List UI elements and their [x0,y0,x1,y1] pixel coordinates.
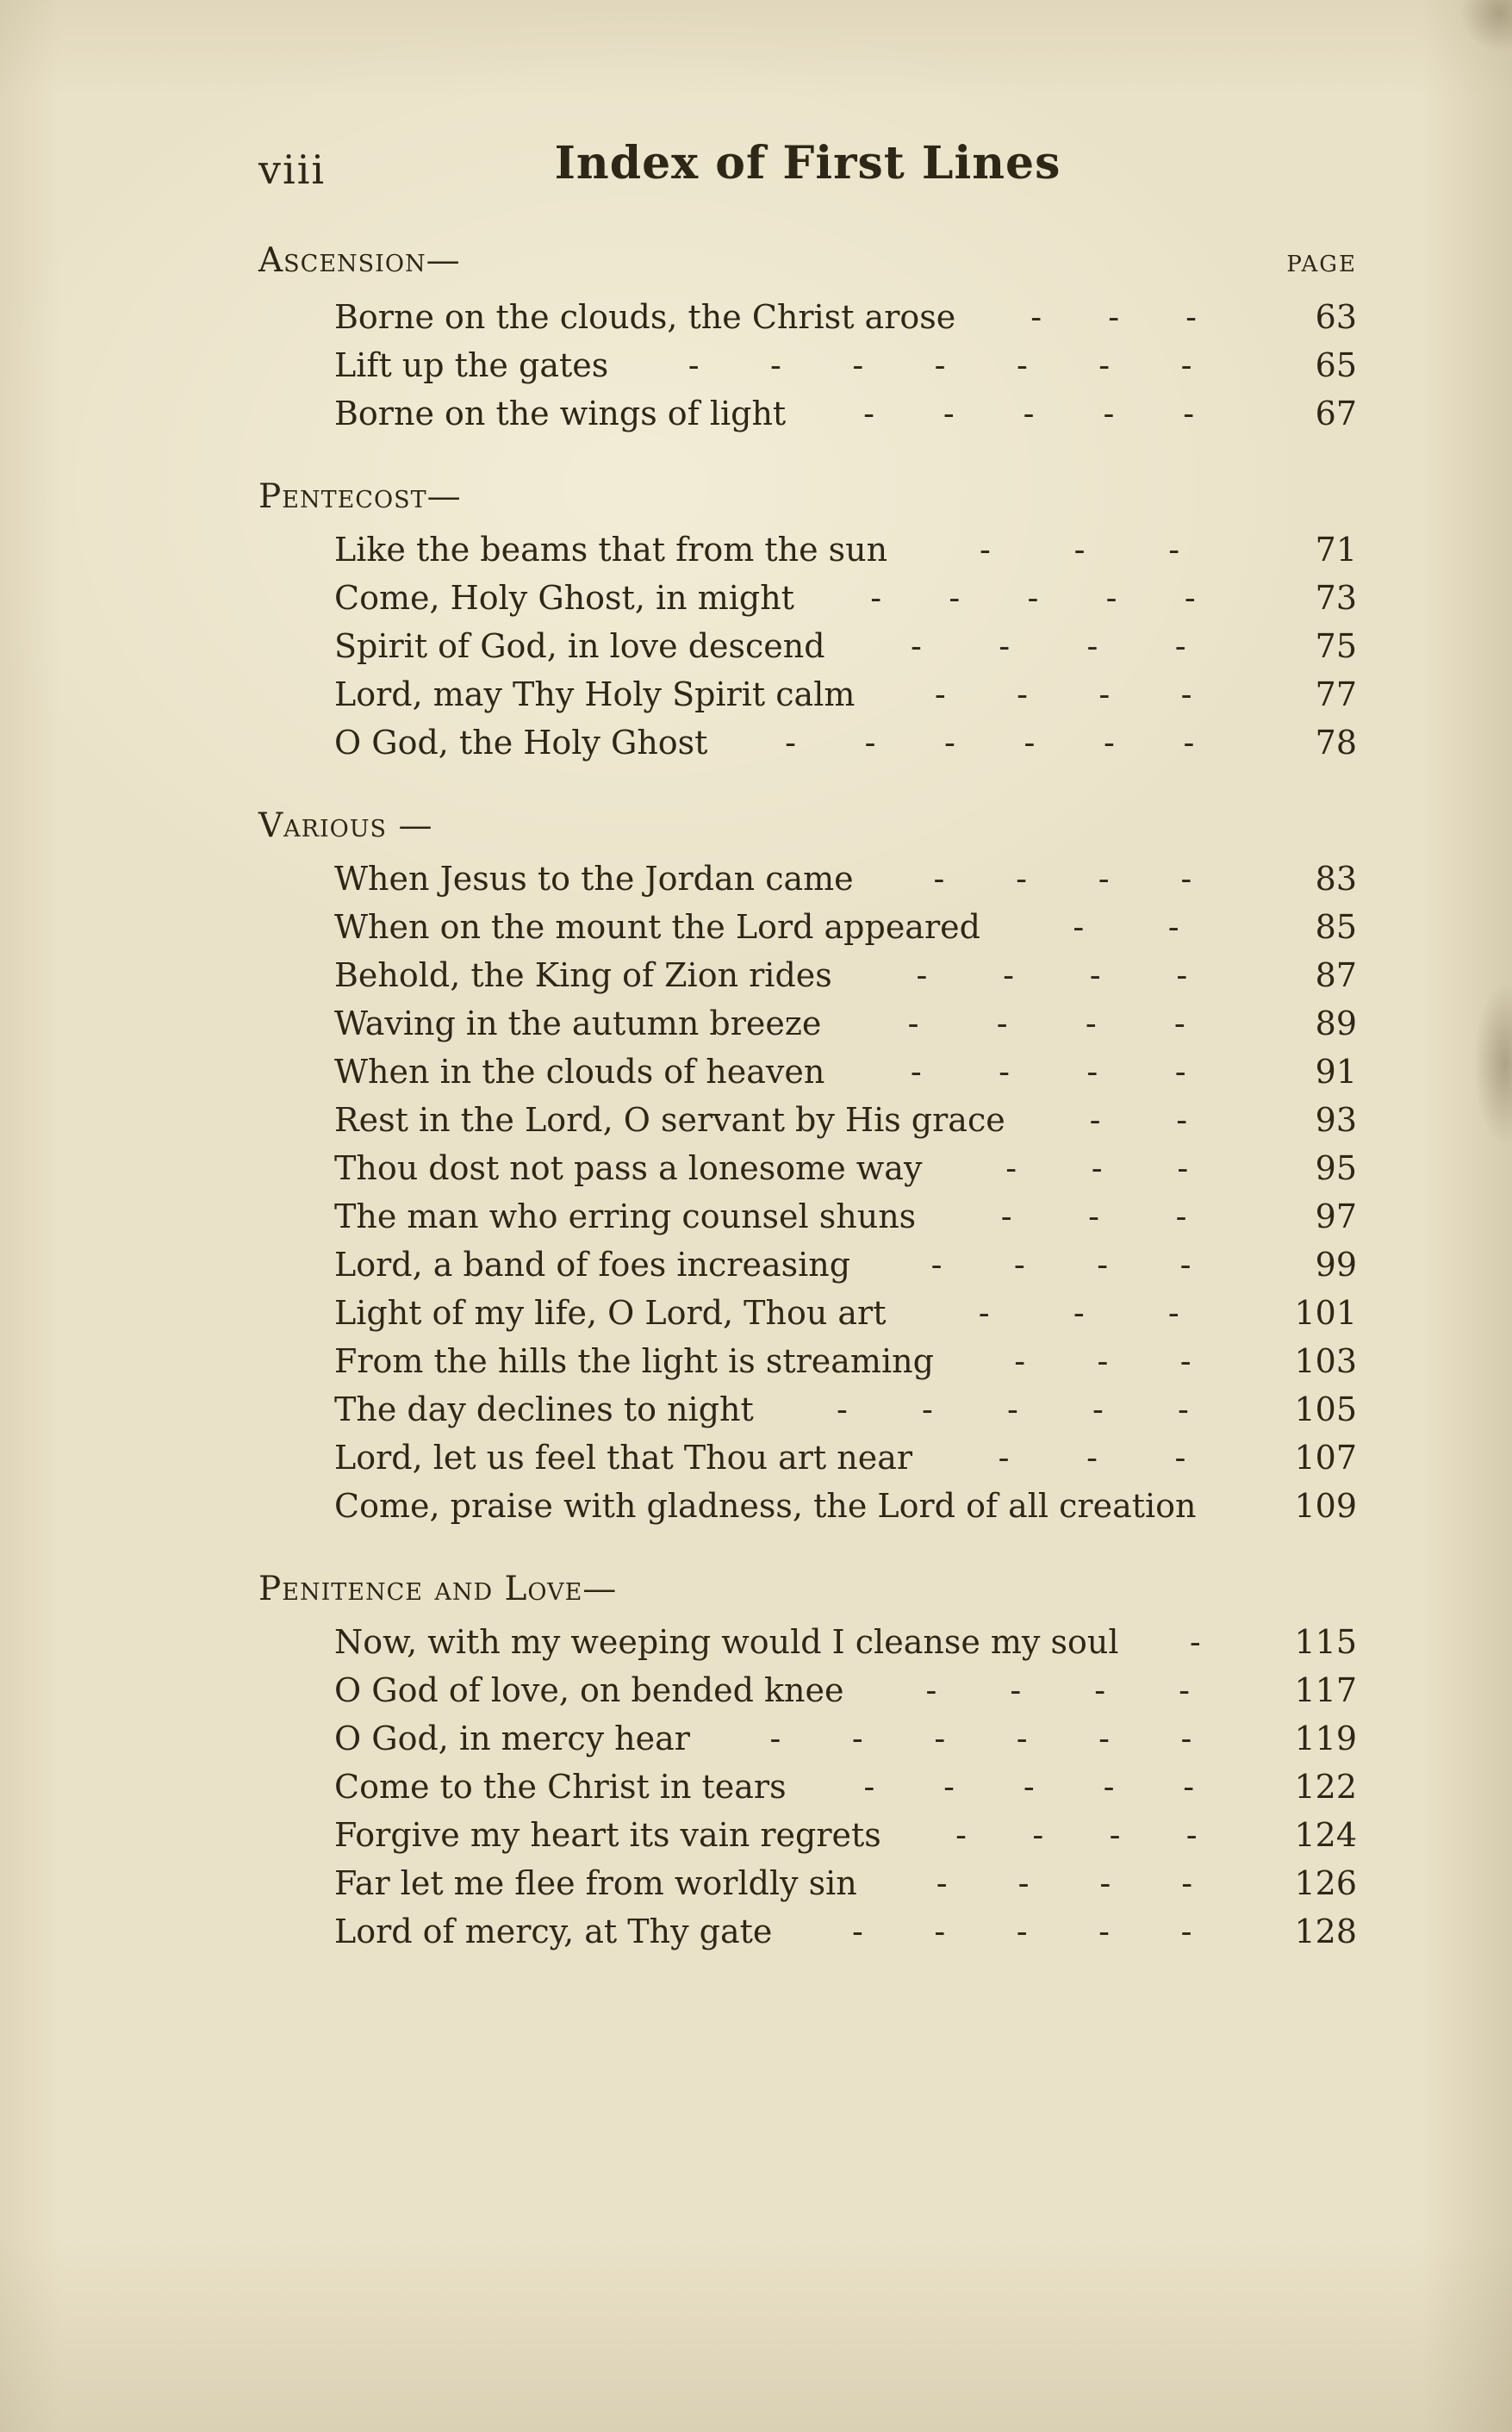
entry-page-number: 103 [1294,1342,1357,1380]
entry-first-line: Far let me flee from worldly sin [334,1864,857,1902]
leader-dash: - [925,1671,937,1709]
leader-dash: - [934,346,946,384]
entry-first-line: Come to the Christ in tears [334,1768,787,1806]
leader-dashes [924,1192,1263,1241]
entry-first-line: Lord, a band of foes increasing [334,1246,851,1284]
leader-dash: - [1097,1246,1109,1284]
leader-dash: - [1016,1720,1028,1757]
leader-dashes [834,622,1263,670]
leader-dash: - [1099,1864,1111,1902]
entry-first-line: Now, with my weeping would I cleanse my soul [334,1623,1119,1661]
leader-dash: - [1177,1390,1189,1428]
leader-dash: - [1180,1720,1192,1757]
leader-dash: - [999,1053,1010,1091]
entry-first-line: Thou dost not pass a lonesome way [334,1149,923,1187]
index-entry [334,341,1357,389]
leader-dash: - [1180,860,1192,898]
leader-dashes [699,1714,1263,1763]
leader-dashes [859,1241,1263,1289]
entry-page-number: 101 [1294,1294,1357,1332]
leader-dash: - [870,579,882,617]
entry-first-line: O God of love, on bended knee [334,1671,844,1709]
leader-dash: - [996,1005,1008,1042]
leader-dashes [841,951,1263,999]
leader-dash: - [943,395,955,432]
leader-dashes [989,903,1263,951]
leader-dash: - [1024,724,1036,762]
section-entries [258,526,1357,767]
leader-dashes [1127,1618,1263,1666]
leader-dash: - [1094,1671,1106,1709]
entry-first-line: Borne on the clouds, the Christ arose [334,298,956,336]
leader-dash: - [1174,627,1186,665]
entry-first-line: Light of my life, O Lord, Thou art [334,1294,887,1332]
leader-dash: - [1098,1913,1110,1950]
index-entry [334,622,1357,670]
leader-dash: - [910,627,922,665]
leader-dash: - [999,627,1011,665]
leader-dash: - [1103,1768,1115,1806]
leader-dashes [895,1289,1264,1337]
index-entry [334,1714,1357,1763]
leader-dashes [830,999,1263,1048]
index-entry [334,999,1357,1048]
leader-dash: - [978,1294,990,1332]
leader-dash: - [979,531,991,569]
leader-dash: - [1091,1149,1103,1187]
leader-dash: - [1016,1913,1028,1950]
entry-page-number: 99 [1315,1246,1357,1284]
entry-first-line: The man who erring counsel shuns [334,1197,917,1235]
index-entry [334,1337,1357,1385]
entry-first-line: The day declines to night [334,1390,754,1428]
entry-page-number: 115 [1294,1623,1357,1661]
entry-first-line: Borne on the wings of light [334,395,787,432]
leader-dash: - [1180,346,1192,384]
leader-dashes [1014,1096,1263,1144]
leader-dash: - [1005,1149,1017,1187]
index-entry [334,718,1357,767]
entry-page-number: 119 [1294,1720,1357,1757]
leader-dashes [866,1859,1263,1907]
leader-dash: - [1086,1053,1098,1091]
page-header [258,129,1357,198]
leader-dash: - [949,579,961,617]
leader-dash: - [1103,724,1115,762]
entry-first-line: Spirit of God, in love descend [334,627,825,665]
entry-page-number: 109 [1294,1487,1357,1525]
leader-dash: - [1086,627,1098,665]
leader-dash: - [1179,1671,1190,1709]
leader-dash: - [1176,956,1188,994]
entry-page-number: 93 [1315,1101,1357,1139]
index-entry [334,389,1357,438]
leader-dash: - [1183,724,1195,762]
leader-dash: - [1089,1101,1101,1139]
leader-dash: - [1030,298,1042,336]
leader-dash: - [934,1720,946,1757]
leader-dashes [781,1907,1263,1956]
leader-dash: - [1179,1342,1192,1380]
leader-dash: - [1098,346,1111,384]
leader-dash: - [936,1864,948,1902]
leader-dash: - [1098,675,1111,713]
index-section [258,1566,1357,1956]
section-heading: Ascension— [258,241,461,280]
leader-dash: - [955,1816,967,1854]
index-section [258,238,1357,438]
entry-page-number: 91 [1315,1053,1357,1091]
leader-dashes [943,1337,1263,1385]
leader-dash: - [1183,395,1195,432]
entry-page-number: 105 [1294,1390,1357,1428]
entry-page-number: 63 [1315,298,1357,336]
leader-dash: - [1177,1149,1189,1187]
leader-dash: - [769,1720,781,1757]
leader-dash: - [916,956,928,994]
leader-dash: - [1176,1101,1188,1139]
leader-dash: - [1017,675,1028,713]
index-entry [334,903,1357,951]
leader-dash: - [1003,956,1014,994]
leader-dash: - [943,1768,955,1806]
leader-dash: - [1098,1720,1110,1757]
leader-dashes [803,574,1263,622]
leader-dash: - [1085,1005,1097,1042]
section-heading-row [258,474,1357,520]
entry-first-line: Lord of mercy, at Thy gate [334,1913,773,1950]
leader-dash: - [1010,1671,1022,1709]
index-entry [334,1666,1357,1714]
leader-dashes [862,855,1263,903]
entry-page-number: 128 [1294,1913,1357,1950]
leader-dash: - [1006,1390,1018,1428]
leader-dash: - [1088,1197,1099,1235]
entry-page-number: 87 [1315,956,1357,994]
entry-page-number: 122 [1294,1768,1357,1806]
entry-page-number: 67 [1315,395,1357,432]
leader-dash: - [1017,1864,1030,1902]
leader-dash: - [1105,579,1117,617]
entry-page-number: 71 [1315,531,1357,569]
leader-dash: - [1184,579,1196,617]
leader-dash: - [1175,1197,1187,1235]
leader-dashes [617,341,1263,389]
index-entry [334,1096,1357,1144]
leader-dashes [716,718,1263,767]
index-entry [334,1434,1357,1482]
leader-dash: - [1098,860,1110,898]
entry-first-line: Come, Holy Ghost, in might [334,579,794,617]
index-entry [334,1144,1357,1192]
leader-dashes [852,1666,1263,1714]
leader-dash: - [1109,1816,1121,1854]
leader-dash: - [1174,1439,1186,1477]
entry-page-number: 83 [1315,860,1357,898]
leader-dash: - [1086,1439,1098,1477]
index-entry [334,1907,1357,1956]
leader-dash: - [1014,1342,1026,1380]
leader-dash: - [998,1439,1010,1477]
leader-dash: - [836,1390,848,1428]
leader-dash: - [944,724,955,762]
index-section [258,474,1357,767]
section-heading: Various — [258,806,433,845]
index-entry [334,1811,1357,1859]
leader-dash: - [1185,1816,1198,1854]
section-heading-row [258,803,1357,849]
entry-page-number: 107 [1294,1439,1357,1477]
index-entry [334,1859,1357,1907]
entry-page-number: 126 [1294,1864,1357,1902]
entry-first-line: Behold, the King of Zion rides [334,956,832,994]
entry-first-line: Lord, let us feel that Thou art near [334,1439,913,1477]
index-entry [334,1048,1357,1096]
entry-first-line: O God, in mercy hear [334,1720,690,1757]
index-entry [334,1482,1357,1530]
entry-first-line: Waving in the autumn breeze [334,1005,822,1042]
leader-dash: - [1032,1816,1044,1854]
leader-dash: - [930,1246,943,1284]
leader-dash: - [1179,1246,1192,1284]
leader-dash: - [934,1913,946,1950]
section-heading-row [258,238,1357,288]
leader-dash: - [1185,298,1197,336]
index-entry [334,855,1357,903]
entry-page-number: 77 [1315,675,1357,713]
entry-first-line: Lord, may Thy Holy Spirit calm [334,675,856,713]
leader-dash: - [864,724,876,762]
leader-dashes [794,389,1263,438]
index-entry [334,1241,1357,1289]
leader-dash: - [1023,395,1035,432]
leader-dashes [896,526,1263,574]
leader-dash: - [785,724,796,762]
leader-dash: - [1027,579,1039,617]
index-entry [334,1385,1357,1434]
entry-first-line: O God, the Holy Ghost [334,724,708,762]
entry-page-number: 75 [1315,627,1357,665]
leader-dash: - [851,1913,863,1950]
leader-dash: - [1173,1005,1185,1042]
leader-dash: - [1073,531,1086,569]
index-entry [334,1763,1357,1811]
leader-dash: - [851,1720,863,1757]
entry-page-number: 78 [1315,724,1357,762]
leader-dash: - [863,1768,875,1806]
leader-dash: - [921,1390,933,1428]
leader-dash: - [1097,1342,1109,1380]
leader-dash: - [1013,1246,1025,1284]
leader-dash: - [907,1005,919,1042]
entry-page-number: 73 [1315,579,1357,617]
index-entry [334,1192,1357,1241]
leader-dashes [795,1763,1263,1811]
index-entry [334,574,1357,622]
leader-dash: - [1073,908,1085,946]
index-of-first-lines [258,238,1357,1956]
folio-number: viii [258,146,327,193]
page-column-label: PAGE [1286,252,1357,277]
leader-dash: - [1103,395,1115,432]
leader-dash: - [1108,298,1120,336]
index-entry [334,951,1357,999]
leader-dash: - [1181,1864,1193,1902]
entry-page-number: 95 [1315,1149,1357,1187]
leader-dashes [890,1811,1263,1859]
entry-page-number: 97 [1315,1197,1357,1235]
leader-dash: - [1092,1390,1104,1428]
entry-first-line: Like the beams that from the sun [334,531,888,569]
page-title: Index of First Lines [554,137,1061,190]
leader-dashes [930,1144,1263,1192]
entry-first-line: Come, praise with gladness, the Lord of all creation [334,1487,1197,1525]
leader-dash: - [770,346,781,384]
leader-dash: - [934,675,946,713]
leader-dashes [762,1385,1263,1434]
entry-page-number: 89 [1315,1005,1357,1042]
entry-first-line: Rest in the Lord, O servant by His grace [334,1101,1005,1139]
leader-dash: - [1000,1197,1012,1235]
leader-dash: - [1023,1768,1035,1806]
leader-dash: - [1167,908,1179,946]
leader-dashes [863,670,1263,718]
entry-first-line: When in the clouds of heaven [334,1053,825,1091]
leader-dash: - [1174,1053,1186,1091]
leader-dash: - [1016,346,1028,384]
index-entry [334,1289,1357,1337]
leader-dash: - [1016,860,1027,898]
leader-dash: - [1180,675,1192,713]
entry-first-line: When Jesus to the Jordan came [334,860,854,898]
leader-dash: - [933,860,945,898]
entry-first-line: When on the mount the Lord appeared [334,908,980,946]
index-section [258,803,1357,1530]
index-entry [334,1618,1357,1666]
section-entries [258,1618,1357,1956]
index-entry [334,526,1357,574]
leader-dashes [964,293,1263,341]
entry-first-line: Lift up the gates [334,346,609,384]
entry-first-line: Forgive my heart its vain regrets [334,1816,881,1854]
index-entry [334,293,1357,341]
leader-dash: - [688,346,700,384]
leader-dashes [921,1434,1263,1482]
section-heading: Penitence and Love— [258,1570,618,1608]
index-entry [334,670,1357,718]
leader-dash: - [1189,1623,1201,1661]
leader-dash: - [1183,1768,1195,1806]
leader-dashes [833,1048,1263,1096]
entry-page-number: 117 [1294,1671,1357,1709]
leader-dash: - [1180,1913,1192,1950]
leader-dash: - [1167,1294,1179,1332]
leader-dash: - [1168,531,1180,569]
leader-dash: - [910,1053,922,1091]
leader-dash: - [1089,956,1101,994]
entry-page-number: 65 [1315,346,1357,384]
entry-page-number: 124 [1294,1816,1357,1854]
entry-page-number: 85 [1315,908,1357,946]
section-heading-row [258,1566,1357,1613]
section-heading: Pentecost— [258,477,462,516]
section-entries [258,293,1357,438]
section-entries [258,855,1357,1530]
leader-dash: - [852,346,864,384]
entry-first-line: From the hills the light is streaming [334,1342,934,1380]
leader-dash: - [1073,1294,1085,1332]
leader-dash: - [863,395,874,432]
